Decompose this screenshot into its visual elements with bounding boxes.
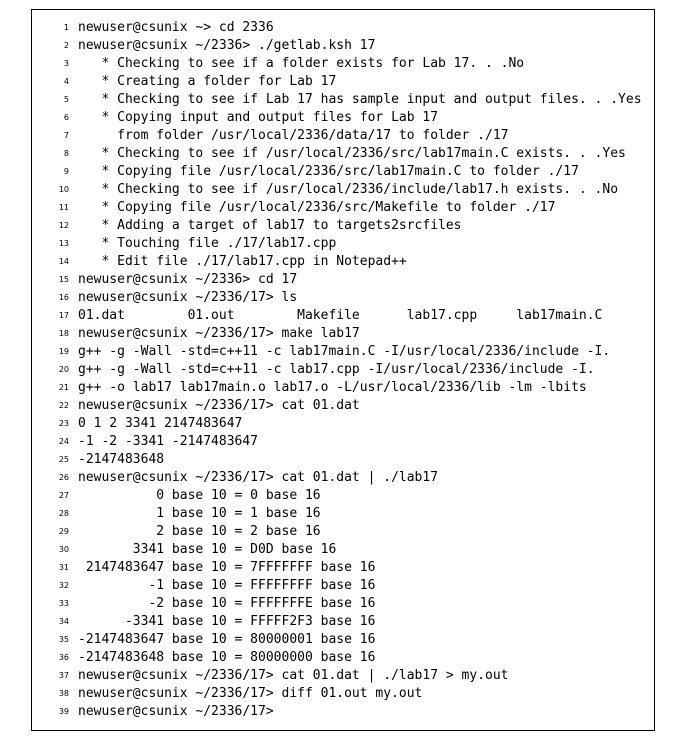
listing-line: [32, 37, 654, 55]
line-number: 19: [58, 347, 69, 356]
line-text: 0 base 10 = 0 base 16: [78, 488, 321, 503]
listing-line: [32, 523, 654, 541]
listing-line: [32, 55, 654, 73]
line-number: 5: [63, 95, 69, 104]
listing-line: [32, 73, 654, 91]
line-number: 11: [58, 203, 69, 212]
listing-line: [32, 19, 654, 37]
line-number: 35: [58, 635, 69, 644]
terminal-listing: [31, 9, 655, 731]
line-text: newuser@csunix ~/2336> cd 17: [78, 272, 298, 287]
line-text: * Copying file /usr/local/2336/src/lab17main.C to folder ./17: [78, 164, 579, 179]
line-text: newuser@csunix ~/2336> ./getlab.ksh 17: [78, 38, 376, 53]
listing-line: [32, 559, 654, 577]
line-text: * Checking to see if a folder exists for Lab 17. . .No: [78, 56, 525, 71]
line-number: 22: [58, 401, 69, 410]
line-number: 10: [58, 185, 69, 194]
listing-line: [32, 433, 654, 451]
line-text: * Copying input and output files for Lab 17: [78, 110, 439, 125]
line-number: 3: [63, 59, 69, 68]
listing-line: [32, 487, 654, 505]
listing-line: [32, 307, 654, 325]
line-number: 14: [58, 257, 69, 266]
listing-line: [32, 199, 654, 217]
line-number: 24: [58, 437, 69, 446]
listing-line: [32, 397, 654, 415]
line-text: * Checking to see if Lab 17 has sample input and output files. . .Yes: [78, 92, 642, 107]
line-text: newuser@csunix ~/2336/17> cat 01.dat | ./lab17 > my.out: [78, 668, 509, 683]
line-number: 33: [58, 599, 69, 608]
listing-line: [32, 361, 654, 379]
listing-line: [32, 577, 654, 595]
listing-lines: [32, 19, 654, 721]
line-text: * Touching file ./17/lab17.cpp: [78, 236, 337, 251]
line-text: -1 base 10 = FFFFFFFF base 16: [78, 578, 376, 593]
line-text: newuser@csunix ~/2336/17> cat 01.dat | ./lab17: [78, 470, 439, 485]
line-number: 12: [58, 221, 69, 230]
line-text: * Adding a target of lab17 to targets2srcfiles: [78, 218, 462, 233]
line-text: newuser@csunix ~/2336/17> ls: [78, 290, 298, 305]
line-text: 2147483647 base 10 = 7FFFFFFF base 16: [78, 560, 376, 575]
line-number: 25: [58, 455, 69, 464]
listing-line: [32, 595, 654, 613]
listing-line: [32, 703, 654, 721]
line-text: -2 base 10 = FFFFFFFE base 16: [78, 596, 376, 611]
line-number: 17: [58, 311, 69, 320]
line-number: 2: [63, 41, 69, 50]
line-text: newuser@csunix ~/2336/17> cat 01.dat: [78, 398, 360, 413]
listing-line: [32, 379, 654, 397]
line-number: 27: [58, 491, 69, 500]
line-number: 20: [58, 365, 69, 374]
listing-line: [32, 451, 654, 469]
line-text: newuser@csunix ~/2336/17> diff 01.out my.out: [78, 686, 423, 701]
line-text: 0 1 2 3341 2147483647: [78, 416, 243, 431]
line-number: 7: [63, 131, 69, 140]
line-text: * Creating a folder for Lab 17: [78, 74, 337, 89]
line-text: -2147483648: [78, 452, 165, 467]
line-number: 16: [58, 293, 69, 302]
line-number: 13: [58, 239, 69, 248]
listing-line: [32, 541, 654, 559]
line-number: 34: [58, 617, 69, 626]
line-number: 31: [58, 563, 69, 572]
listing-line: [32, 271, 654, 289]
line-number: 9: [63, 167, 69, 176]
listing-line: [32, 469, 654, 487]
line-text: newuser@csunix ~/2336/17>: [78, 704, 274, 719]
line-number: 38: [58, 689, 69, 698]
listing-line: [32, 325, 654, 343]
line-number: 29: [58, 527, 69, 536]
listing-line: [32, 109, 654, 127]
line-text: g++ -g -Wall -std=c++11 -c lab17main.C -I/usr/local/2336/include -I.: [78, 344, 611, 359]
line-number: 26: [58, 473, 69, 482]
listing-line: [32, 613, 654, 631]
line-text: 01.dat 01.out Makefile lab17.cpp lab17main.C: [78, 308, 603, 323]
line-text: * Checking to see if /usr/local/2336/src/lab17main.C exists. . .Yes: [78, 146, 626, 161]
listing-line: [32, 415, 654, 433]
line-text: g++ -g -Wall -std=c++11 -c lab17.cpp -I/usr/local/2336/include -I.: [78, 362, 595, 377]
line-text: -1 -2 -3341 -2147483647: [78, 434, 259, 449]
line-text: 3341 base 10 = D0D base 16: [78, 542, 337, 557]
line-number: 8: [63, 149, 69, 158]
line-number: 21: [58, 383, 69, 392]
line-number: 32: [58, 581, 69, 590]
listing-line: [32, 235, 654, 253]
listing-line: [32, 217, 654, 235]
listing-line: [32, 685, 654, 703]
line-text: g++ -o lab17 lab17main.o lab17.o -L/usr/local/2336/lib -lm -lbits: [78, 380, 587, 395]
line-number: 39: [58, 707, 69, 716]
line-number: 1: [63, 23, 69, 32]
line-number: 30: [58, 545, 69, 554]
line-text: * Edit file ./17/lab17.cpp in Notepad++: [78, 254, 407, 269]
line-number: 23: [58, 419, 69, 428]
listing-line: [32, 289, 654, 307]
listing-line: [32, 631, 654, 649]
line-number: 36: [58, 653, 69, 662]
line-text: -2147483647 base 10 = 80000001 base 16: [78, 632, 376, 647]
line-text: 1 base 10 = 1 base 16: [78, 506, 321, 521]
line-number: 37: [58, 671, 69, 680]
listing-line: [32, 181, 654, 199]
listing-line: [32, 91, 654, 109]
listing-line: [32, 127, 654, 145]
listing-line: [32, 145, 654, 163]
line-text: -2147483648 base 10 = 80000000 base 16: [78, 650, 376, 665]
listing-line: [32, 649, 654, 667]
line-number: 4: [63, 77, 69, 86]
line-text: * Copying file /usr/local/2336/src/Makefile to folder ./17: [78, 200, 556, 215]
line-text: newuser@csunix ~/2336/17> make lab17: [78, 326, 360, 341]
line-number: 15: [58, 275, 69, 284]
listing-line: [32, 505, 654, 523]
line-text: from folder /usr/local/2336/data/17 to folder ./17: [78, 128, 509, 143]
listing-line: [32, 343, 654, 361]
line-number: 6: [63, 113, 69, 122]
line-text: * Checking to see if /usr/local/2336/include/lab17.h exists. . .No: [78, 182, 619, 197]
listing-line: [32, 667, 654, 685]
line-number: 28: [58, 509, 69, 518]
line-number: 18: [58, 329, 69, 338]
listing-line: [32, 163, 654, 181]
line-text: newuser@csunix ~> cd 2336: [78, 20, 274, 35]
line-text: -3341 base 10 = FFFFF2F3 base 16: [78, 614, 376, 629]
listing-line: [32, 253, 654, 271]
line-text: 2 base 10 = 2 base 16: [78, 524, 321, 539]
